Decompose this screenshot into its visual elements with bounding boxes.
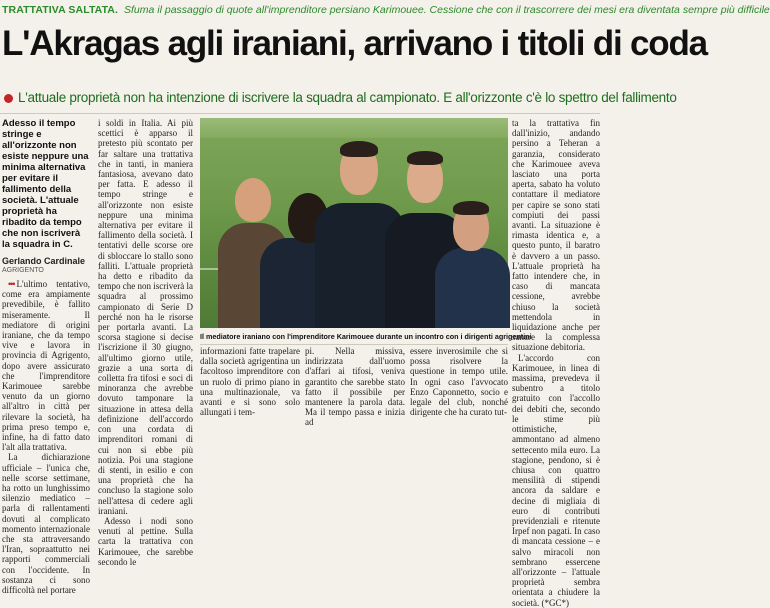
article-column-under-photo-3 (410, 346, 508, 418)
kicker-tag: TRATTATIVA SALTATA. (2, 3, 119, 16)
article-column-3 (512, 118, 600, 608)
article-lead: Adesso il tempo stringe e all'orizzonte non esiste neppure una minima alternativa per evitare il fallimento della società. L'attuale proprietà ha ribadito da tempo che non iscriverà la squadra in C. (2, 118, 89, 250)
article-kicker (0, 0, 770, 20)
body-paragraph: essere inverosimile che si possa risolvere la questione in tempo utile. In ogni caso l'avvocato Enzo Caponnetto, socio e legale del club, nonché dirigente che ha curato tut- (410, 346, 508, 418)
article-column-1 (2, 118, 90, 596)
article-headline: L'Akragas agli iraniani, arrivano i titoli di coda (2, 24, 707, 63)
body-paragraph: Adesso i nodi sono venuti al pettine. Sulla carta la trattativa con Karimouee, che sarebbe secondo le (98, 515, 193, 567)
article-column-under-photo-1 (200, 346, 300, 418)
photo-caption: Il mediatore iraniano con l'imprenditore Karimouee durante un incontro con i dirigenti agrigentini (200, 330, 508, 345)
bullet-dots: ••• (8, 279, 15, 289)
body-paragraph: ta la trattativa fin dall'inizio, andando persino a Teheran a garanzia, considerato che Karimouee aveva lasciato una porta aperta, sabato ha voluto contattare il mediatore per capire se sono stati compiuti dei passi avanti. La situazione è rimasta identica e, a questo punto, il baratro è davvero a un passo. L'attuale proprietà ha fatto intendere che, in caso di mancata cessione, avrebbe chiuso la società mettendola in liquidazione anche per sanare la complessa situazione debitoria. (512, 118, 600, 353)
dateline-location: AGRIGENTO (2, 267, 44, 274)
body-paragraph: L'accordo con Karimouee, in linea di massima, prevedeva il subentro a titolo gratuito con l'accollo dei debiti che, secondo le stime più ottimistiche, ammontano ad almeno settecento mila euro. La stagione, pendono, si è chiusa con quattro mensilità di stipendi ancora da saldare e decine di migliaia di euro di contributi previdenziali e ritenute Irpef non pagati. In caso di mancata cessione – e salvo miracoli non sembrano essercene all'orizzonte – l'attuale proprietà sembra orientata a chiudere la società. (*GC*) (512, 352, 600, 608)
subheadline-text: L'attuale proprietà non ha intenzione di iscrivere la squadra al campionato. E all'orizzonte c'è lo spettro del fallimento (18, 90, 677, 106)
section-divider (0, 113, 600, 114)
body-paragraph: informazioni fatte trapelare dalla società agrigentina un facoltoso imprenditore con un ruolo di primo piano in una multinazionale, va avanti e si sono solo allungati i tem- (200, 346, 300, 418)
body-paragraph: pi. Nella missiva, indirizzata dall'uomo d'affari ai tifosi, veniva garantito che sarebbe stato fatto il possibile per mantenere la parola data. Ma il tempo passa e inizia ad (305, 346, 405, 428)
body-paragraph: i soldi in Italia. Ai più scettici è apparso il pretesto più scontato per far saltare una trattativa che in tanti, in maniera fantasiosa, avevano dato per fatta. E adesso il tempo stringe e all'orizzonte non esiste neppure una minima alternativa per evitare il fallimento della società. I tentativi delle scorse ore di sbloccare lo stallo sono falliti. L'attuale proprietà ha detto e ribadito da tempo che non iscriverà la squadra al prossimo campionato di Serie D perché non ha le risorse per portarla avanti. La scorsa stagione si decise l'iscrizione il 30 giugno, all'ultimo giorno utile, grazie a una sorta di colletta fra tifosi e soci di minoranza che avrebbe dovuto tamponare la situazione in attesa della definizione dell'accordo con una cordata di imprenditori romani di cui non si ebbe più notizia. Poi una stagione di stenti, in esilio e con una proprietà che ha concluso la stagione solo nell'attesa di cedere agli iraniani. (98, 118, 193, 516)
article-photo (200, 118, 508, 328)
photo-background (200, 118, 508, 138)
body-paragraph-text: L'ultimo tentativo, come era ampiamente prevedibile, è fallito miseramente. Il mediatore di origini iraniane, che da tempo vive e lavora in provincia di Agrigento, dopo avere assicurato che l'imprenditore Karimouee sarebbe venuto da un giorno all'altro in città per rilevare la società, ha prima preso tempo e, infine, ha di fatto dato l'alt alla trattativa. (2, 279, 90, 453)
red-bullet-icon (4, 94, 13, 103)
body-paragraph: La dichiarazione ufficiale – l'unica che, nelle scorse settimane, ha rotto un lunghissimo silenzio mediatico – parla di rallentamenti dovuti al complicato momento internazionale che sta attraversando l'Iran, sopraattutto nei rapporti commerciali con l'occidente. In sostanza ci sono difficoltà nel portare (2, 452, 90, 596)
photo-person (435, 203, 510, 328)
article-column-under-photo-2 (305, 346, 405, 428)
body-paragraph (2, 279, 90, 452)
kicker-summary: Sfuma il passaggio di quote all'imprenditore persiano Karimouee. Cessione che con il trascorrere dei mesi era diventata sempre più difficile (124, 3, 770, 16)
byline: Gerlando Cardinale (2, 256, 86, 266)
article-subheadline (2, 88, 677, 108)
article-column-2 (98, 118, 193, 567)
